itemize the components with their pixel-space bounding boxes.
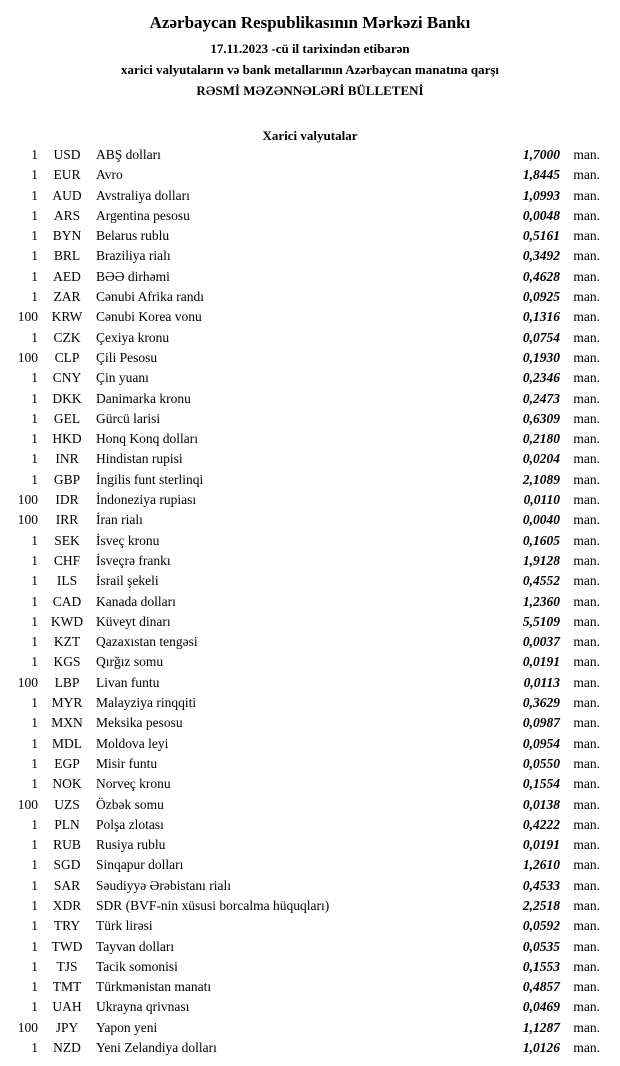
rate-name: Çin yuanı (96, 370, 149, 386)
rate-unit: man. (573, 349, 600, 365)
rate-value: 1,7000 (522, 147, 560, 162)
rate-unit: man. (573, 187, 600, 203)
rate-code: GBP (53, 471, 81, 487)
rate-value: 0,0754 (522, 329, 560, 345)
rate-value: 0,1605 (522, 532, 560, 548)
rate-unit: man. (573, 512, 600, 528)
rate-qty: 1 (31, 451, 38, 467)
rate-code: SAR (53, 877, 81, 893)
rate-code: JPY (55, 1019, 79, 1035)
rate-qty: 1 (31, 735, 38, 751)
rate-code: SGD (53, 857, 81, 873)
rate-row (0, 715, 620, 735)
rate-name: Ukrayna qrivnası (96, 999, 190, 1015)
document-header (0, 12, 620, 101)
rate-qty: 100 (17, 512, 38, 528)
rate-row (0, 573, 620, 593)
rate-unit: man. (573, 958, 600, 974)
rate-unit: man. (573, 147, 600, 162)
rate-code: USD (53, 147, 81, 162)
rate-unit: man. (573, 552, 600, 568)
rate-name: Norveç kronu (96, 776, 171, 792)
rate-code: BYN (52, 228, 82, 244)
rate-qty: 1 (31, 573, 38, 589)
rate-row (0, 939, 620, 959)
rate-value: 0,0204 (522, 451, 560, 467)
rate-name: Belarus rublu (96, 228, 170, 244)
rate-row (0, 959, 620, 979)
rate-code: BRL (53, 248, 81, 264)
rate-name: Braziliya rialı (96, 248, 171, 264)
rate-name: Türk lirəsi (96, 918, 153, 934)
rate-qty: 1 (31, 837, 38, 853)
rate-value: 0,0110 (523, 492, 560, 508)
rate-qty: 1 (31, 289, 38, 305)
rate-row (0, 594, 620, 614)
rate-unit: man. (573, 715, 600, 731)
rate-qty: 100 (17, 492, 38, 508)
rate-unit: man. (573, 796, 600, 812)
rate-value: 1,2610 (522, 857, 560, 873)
rate-value: 0,0592 (522, 918, 560, 934)
rate-row (0, 167, 620, 187)
rate-row (0, 1040, 620, 1060)
section-title-foreign-currencies: Xarici valyutalar (262, 128, 358, 143)
rate-code: TRY (53, 918, 81, 934)
rate-qty: 1 (31, 918, 38, 934)
rate-code: MDL (52, 735, 82, 751)
rate-name: Qazaxıstan tengəsi (96, 634, 198, 650)
rate-code: TWD (51, 938, 83, 954)
rate-qty: 1 (31, 187, 38, 203)
rate-qty: 1 (31, 897, 38, 913)
rate-value: 0,1554 (522, 776, 560, 792)
rate-qty: 100 (17, 796, 38, 812)
rate-unit: man. (573, 268, 600, 284)
rate-code: MYR (51, 695, 83, 711)
rate-value: 0,1553 (522, 958, 560, 974)
rate-code: SEK (54, 532, 80, 548)
rate-value: 0,3629 (522, 695, 560, 711)
rate-code: NOK (52, 776, 82, 792)
rate-code: ILS (56, 573, 78, 589)
effective-date-line: 17.11.2023 -cü il tarixindən etibarən (210, 41, 410, 56)
rate-qty: 1 (31, 390, 38, 406)
rate-name: Çexiya kronu (96, 329, 170, 345)
rate-qty: 1 (31, 857, 38, 873)
rate-unit: man. (573, 410, 600, 426)
rate-row (0, 736, 620, 756)
rate-unit: man. (573, 309, 600, 325)
rate-code: DKK (52, 390, 82, 406)
rate-row (0, 979, 620, 999)
rate-row (0, 188, 620, 208)
rate-qty: 1 (31, 958, 38, 974)
rate-unit: man. (573, 228, 600, 244)
rate-qty: 1 (31, 1040, 38, 1056)
rate-qty: 1 (31, 979, 38, 995)
rate-unit: man. (573, 776, 600, 792)
rate-qty: 1 (31, 329, 38, 345)
rate-code: TMT (52, 979, 82, 995)
rate-unit: man. (573, 329, 600, 345)
rate-value: 2,2518 (522, 897, 560, 913)
rate-qty: 100 (17, 309, 38, 325)
rate-qty: 1 (31, 654, 38, 670)
rate-value: 0,0535 (522, 938, 560, 954)
rates-table (0, 147, 620, 1060)
rate-qty: 1 (31, 755, 38, 771)
rate-code: MXN (51, 715, 83, 731)
rate-value: 0,0040 (522, 512, 560, 528)
rate-name: Səudiyyə Ərəbistanı rialı (96, 877, 231, 893)
rate-row (0, 614, 620, 634)
rate-qty: 100 (17, 1019, 38, 1035)
rate-name: Kanada dolları (96, 593, 176, 609)
rate-unit: man. (573, 573, 600, 589)
rate-row (0, 817, 620, 837)
rate-unit: man. (573, 471, 600, 487)
rate-unit: man. (573, 390, 600, 406)
rate-qty: 1 (31, 715, 38, 731)
bulletin-title: RƏSMİ MƏZƏNNƏLƏRİ BÜLLETENİ (196, 83, 424, 98)
rate-unit: man. (573, 837, 600, 853)
rate-name: İsrail şekeli (96, 573, 159, 589)
rate-value: 0,2346 (522, 370, 560, 386)
rate-code: RUB (53, 837, 81, 853)
rate-value: 1,0993 (522, 187, 560, 203)
rate-value: 0,1930 (522, 349, 560, 365)
rate-name: İran rialı (96, 512, 143, 528)
rate-value: 0,5161 (522, 228, 560, 244)
rate-name: Argentina pesosu (96, 207, 190, 223)
rate-value: 1,2360 (522, 593, 560, 609)
rate-row (0, 309, 620, 329)
rate-row (0, 512, 620, 532)
rate-name: Çili Pesosu (96, 349, 158, 365)
rate-row (0, 1020, 620, 1040)
rate-name: SDR (BVF-nin xüsusi borcalma hüquqları) (96, 897, 330, 913)
rate-unit: man. (573, 1040, 600, 1056)
rate-code: CNY (52, 370, 82, 386)
rate-code: CZK (53, 329, 81, 345)
rate-code: CAD (52, 593, 82, 609)
rate-unit: man. (573, 979, 600, 995)
rate-name: Gürcü larisi (96, 410, 161, 426)
rate-unit: man. (573, 918, 600, 934)
rate-value: 0,2473 (522, 390, 560, 406)
rate-code: TJS (56, 958, 78, 974)
rate-unit: man. (573, 654, 600, 670)
rate-qty: 1 (31, 877, 38, 893)
rate-qty: 1 (31, 613, 38, 629)
rate-row (0, 797, 620, 817)
rate-value: 0,0037 (522, 634, 560, 650)
rate-unit: man. (573, 370, 600, 386)
rate-qty: 100 (17, 674, 38, 690)
rate-code: KWD (50, 613, 84, 629)
rate-value: 0,4857 (522, 979, 560, 995)
rate-qty: 1 (31, 471, 38, 487)
rate-value: 0,0469 (522, 999, 560, 1015)
rate-code: UZS (54, 796, 80, 812)
rate-value: 0,0191 (522, 837, 560, 853)
rate-unit: man. (573, 593, 600, 609)
rate-name: Honq Konq dolları (96, 431, 198, 447)
rate-qty: 1 (31, 938, 38, 954)
rate-unit: man. (573, 999, 600, 1015)
rate-code: KRW (51, 309, 83, 325)
rate-code: KGS (53, 654, 81, 670)
rate-unit: man. (573, 877, 600, 893)
rate-qty: 1 (31, 431, 38, 447)
rate-row (0, 269, 620, 289)
rate-row (0, 695, 620, 715)
rate-value: 0,6309 (522, 410, 560, 426)
rate-qty: 1 (31, 532, 38, 548)
rate-row (0, 350, 620, 370)
rate-row (0, 634, 620, 654)
rate-row (0, 492, 620, 512)
rate-code: KZT (53, 634, 81, 650)
rate-unit: man. (573, 613, 600, 629)
subject-line: xarici valyutaların və bank metallarının Azərbaycan manatına qarşı (120, 62, 500, 77)
rate-unit: man. (573, 1019, 600, 1035)
rate-name: Cənubi Afrika randı (96, 289, 204, 305)
rate-value: 0,4628 (522, 268, 560, 284)
rate-row (0, 675, 620, 695)
rate-row (0, 918, 620, 938)
rate-row (0, 208, 620, 228)
rate-row (0, 289, 620, 309)
rate-row (0, 431, 620, 451)
rate-code: LBP (54, 674, 80, 690)
rate-row (0, 654, 620, 674)
rate-unit: man. (573, 674, 600, 690)
rate-value: 0,0138 (522, 796, 560, 812)
rate-qty: 1 (31, 248, 38, 264)
rate-row (0, 756, 620, 776)
rate-qty: 1 (31, 552, 38, 568)
rate-name: İndoneziya rupiası (96, 492, 197, 508)
rate-qty: 1 (31, 816, 38, 832)
rate-value: 0,4533 (522, 877, 560, 893)
rate-name: ABŞ dolları (96, 147, 161, 162)
rate-code: IDR (55, 492, 79, 508)
rate-qty: 1 (31, 207, 38, 223)
rate-value: 2,1089 (522, 471, 560, 487)
rate-name: Tayvan dolları (96, 938, 175, 954)
rate-unit: man. (573, 816, 600, 832)
rate-row (0, 248, 620, 268)
rate-row (0, 776, 620, 796)
rate-qty: 1 (31, 370, 38, 386)
rate-value: 0,0987 (522, 715, 560, 731)
rate-name: Misir funtu (96, 755, 158, 771)
rate-code: IRR (55, 512, 79, 528)
rate-qty: 1 (31, 634, 38, 650)
rate-value: 0,4222 (522, 816, 560, 832)
rate-unit: man. (573, 289, 600, 305)
rate-code: UAH (52, 999, 82, 1015)
rate-name: Hindistan rupisi (96, 451, 183, 467)
rate-unit: man. (573, 532, 600, 548)
rate-code: CLP (54, 349, 80, 365)
rate-name: Özbək somu (96, 796, 164, 812)
rate-value: 0,0048 (522, 207, 560, 223)
rate-unit: man. (573, 755, 600, 771)
rate-unit: man. (573, 695, 600, 711)
rate-name: BƏƏ dirhəmi (96, 268, 170, 284)
rate-unit: man. (573, 451, 600, 467)
rate-row (0, 228, 620, 248)
rate-unit: man. (573, 207, 600, 223)
rate-name: Danimarka kronu (96, 390, 191, 406)
rate-name: Küveyt dinarı (96, 613, 171, 629)
rate-value: 0,0954 (522, 735, 560, 751)
rate-name: Yapon yeni (96, 1019, 158, 1035)
rate-unit: man. (573, 248, 600, 264)
rate-row (0, 837, 620, 857)
rate-row (0, 370, 620, 390)
rate-unit: man. (573, 938, 600, 954)
rate-row (0, 857, 620, 877)
rate-value: 0,0191 (522, 654, 560, 670)
rate-name: Avstraliya dolları (96, 187, 190, 203)
rate-name: Türkmənistan manatı (96, 979, 212, 995)
rate-qty: 1 (31, 776, 38, 792)
rate-row (0, 999, 620, 1019)
rate-code: INR (55, 451, 79, 467)
rate-qty: 1 (31, 268, 38, 284)
rate-qty: 1 (31, 999, 38, 1015)
rate-unit: man. (573, 167, 600, 183)
rate-value: 1,1287 (522, 1019, 560, 1035)
rate-qty: 1 (31, 167, 38, 183)
rate-code: XDR (52, 897, 82, 913)
rate-name: Sinqapur dolları (96, 857, 184, 873)
rate-row (0, 147, 620, 167)
rate-row (0, 878, 620, 898)
rate-name: Rusiya rublu (96, 837, 166, 853)
bank-title: Azərbaycan Respublikasının Mərkəzi Bankı (149, 13, 471, 32)
rate-code: AED (53, 268, 81, 284)
rate-name: Polşa zlotası (96, 816, 164, 832)
rate-value: 0,0113 (523, 674, 560, 690)
rate-name: Moldova leyi (96, 735, 169, 751)
rate-value: 0,4552 (522, 573, 560, 589)
rate-name: İsveçrə frankı (96, 552, 171, 568)
rate-row (0, 411, 620, 431)
rate-row (0, 898, 620, 918)
rate-name: İsveç kronu (96, 532, 160, 548)
rate-code: ZAR (53, 289, 81, 305)
rate-name: Malayziya rinqqiti (96, 695, 197, 711)
rate-name: Yeni Zelandiya dolları (96, 1040, 217, 1056)
rate-unit: man. (573, 634, 600, 650)
rate-code: HKD (52, 431, 82, 447)
rate-code: CHF (53, 552, 81, 568)
rate-value: 0,0550 (522, 755, 560, 771)
rate-unit: man. (573, 857, 600, 873)
rate-name: Livan funtu (96, 674, 160, 690)
rate-name: Cənubi Korea vonu (96, 309, 202, 325)
rate-code: EUR (53, 167, 81, 183)
rate-code: ARS (53, 207, 81, 223)
rate-name: Meksika pesosu (96, 715, 183, 731)
rate-unit: man. (573, 431, 600, 447)
rate-value: 0,1316 (522, 309, 560, 325)
rate-row (0, 472, 620, 492)
rate-value: 1,8445 (522, 167, 560, 183)
rate-qty: 1 (31, 147, 38, 162)
rate-qty: 1 (31, 410, 38, 426)
rate-unit: man. (573, 897, 600, 913)
rate-name: Qırğız somu (96, 654, 164, 670)
rate-code: EGP (54, 755, 80, 771)
rate-row (0, 533, 620, 553)
rate-value: 0,2180 (522, 431, 560, 447)
rate-code: PLN (54, 816, 80, 832)
rate-code: GEL (53, 410, 81, 426)
rate-value: 0,0925 (522, 289, 560, 305)
rate-code: AUD (52, 187, 82, 203)
rate-name: Avro (96, 167, 123, 183)
rate-row (0, 553, 620, 573)
rate-qty: 1 (31, 593, 38, 609)
rate-qty: 1 (31, 228, 38, 244)
rate-code: NZD (53, 1040, 81, 1056)
rate-name: Tacik somonisi (96, 958, 178, 974)
rate-qty: 1 (31, 695, 38, 711)
rate-row (0, 451, 620, 471)
rate-name: İngilis funt sterlinqi (96, 471, 204, 487)
rate-row (0, 391, 620, 411)
rate-value: 5,5109 (522, 613, 560, 629)
rate-value: 0,3492 (522, 248, 560, 264)
rate-value: 1,9128 (522, 552, 560, 568)
rate-qty: 100 (17, 349, 38, 365)
rate-value: 1,0126 (522, 1040, 560, 1056)
rate-unit: man. (573, 735, 600, 751)
rate-unit: man. (573, 492, 600, 508)
rate-row (0, 330, 620, 350)
